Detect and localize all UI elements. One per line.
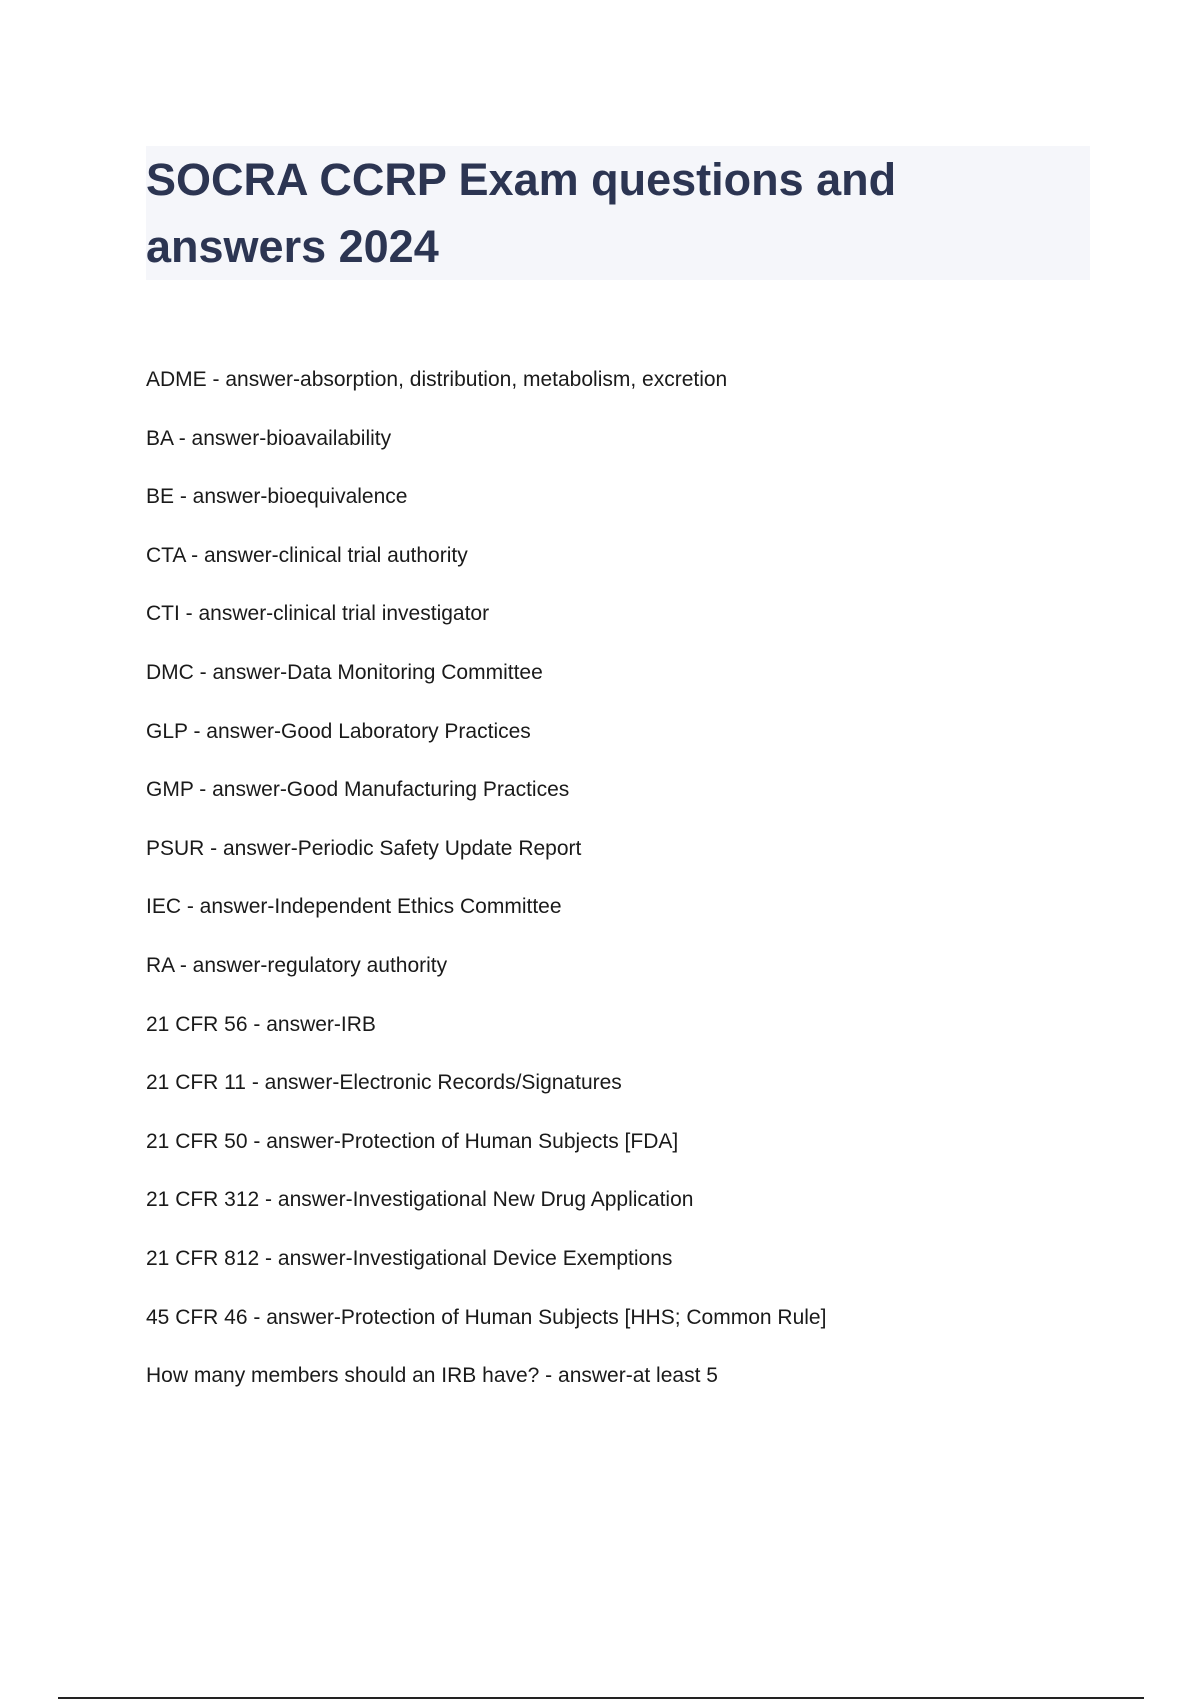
- list-item: 45 CFR 46 - answer-Protection of Human Subjects [HHS; Common Rule]: [146, 1305, 827, 1329]
- list-item: 21 CFR 11 - answer-Electronic Records/Signatures: [146, 1071, 622, 1095]
- list-item: BE - answer-bioequivalence: [146, 485, 408, 509]
- list-item: IEC - answer-Independent Ethics Committee: [146, 895, 562, 919]
- list-item: RA - answer-regulatory authority: [146, 953, 448, 977]
- list-item: GMP - answer-Good Manufacturing Practices: [146, 778, 570, 802]
- qa-list: [146, 362, 1146, 1417]
- list-item: How many members should an IRB have? - answer-at least 5: [146, 1364, 718, 1388]
- title-block: [146, 146, 1090, 280]
- list-item: BA - answer-bioavailability: [146, 426, 392, 450]
- list-item: GLP - answer-Good Laboratory Practices: [146, 719, 531, 743]
- list-item: 21 CFR 312 - answer-Investigational New Drug Application: [146, 1188, 694, 1212]
- list-item: 21 CFR 812 - answer-Investigational Device Exemptions: [146, 1246, 673, 1270]
- footer-divider: [58, 1697, 1144, 1699]
- list-item: CTI - answer-clinical trial investigator: [146, 602, 490, 626]
- list-item: 21 CFR 50 - answer-Protection of Human Subjects [FDA]: [146, 1129, 679, 1153]
- list-item: DMC - answer-Data Monitoring Committee: [146, 660, 543, 684]
- list-item: PSUR - answer-Periodic Safety Update Report: [146, 836, 582, 860]
- list-item: 21 CFR 56 - answer-IRB: [146, 1012, 376, 1036]
- list-item: ADME - answer-absorption, distribution, metabolism, excretion: [146, 368, 728, 391]
- page-title: SOCRA CCRP Exam questions and answers 2024: [146, 154, 897, 272]
- list-item: CTA - answer-clinical trial authority: [146, 543, 468, 567]
